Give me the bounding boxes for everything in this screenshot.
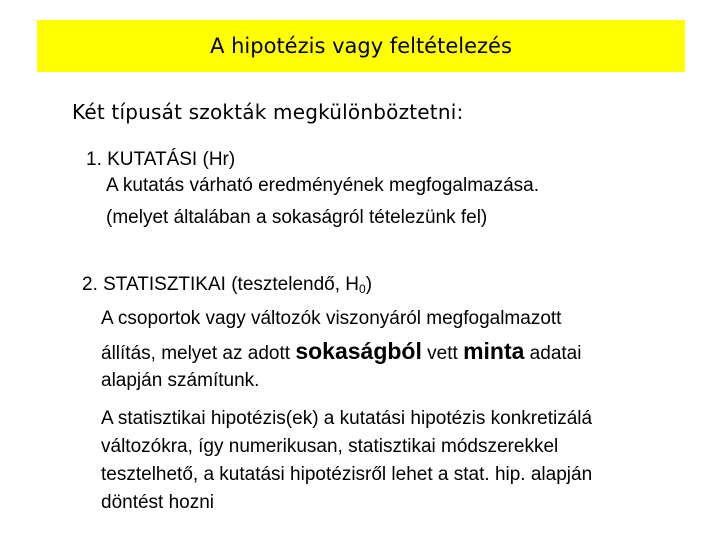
intro-text: Két típusát szokták megkülönböztetni: [72, 100, 464, 124]
item2-p2-line1: A statisztikai hipotézis(ek) a kutatási hipotézis konkretizálá [101, 408, 593, 429]
item2-p1-line2-c: vett [421, 343, 464, 364]
item2-p2-line2: változókra, így numerikusan, statisztikai módszerekkel [101, 436, 559, 457]
item2-p1-line2-a: állítás, melyet az adott [101, 343, 296, 364]
item2-heading-prefix: 2. STATISZTIKAI (tesztelendő, H [82, 274, 359, 295]
emphasis-minta: minta [463, 338, 525, 364]
page-title: A hipotézis vagy feltételezés [210, 34, 512, 58]
item2-heading-suffix: ) [365, 274, 373, 295]
item1-line2: (melyet általában a sokaságról tételezünk fel) [106, 207, 488, 228]
item2-p1-line1: A csoportok vagy változók viszonyáról megfogalmazott [101, 308, 562, 329]
title-bar [37, 20, 685, 72]
item2-p1-line2 [101, 336, 581, 369]
item2-p2-line3: tesztelhető, a kutatási hipotézisről lehet a stat. hip. alapján [101, 464, 593, 485]
emphasis-sokasagbol: sokaságból [295, 338, 422, 364]
item1-line1: A kutatás várható eredményének megfogalmazása. [106, 175, 540, 196]
item2-heading [82, 270, 372, 304]
item1-heading: 1. KUTATÁSI (Hr) [86, 149, 236, 170]
item2-p1-line3: alapján számítunk. [101, 370, 260, 391]
item2-heading-subscript: 0 [359, 282, 366, 296]
item2-p2-line4: döntést hozni [101, 492, 215, 513]
item2-p1-line2-e: adatai [524, 343, 582, 364]
